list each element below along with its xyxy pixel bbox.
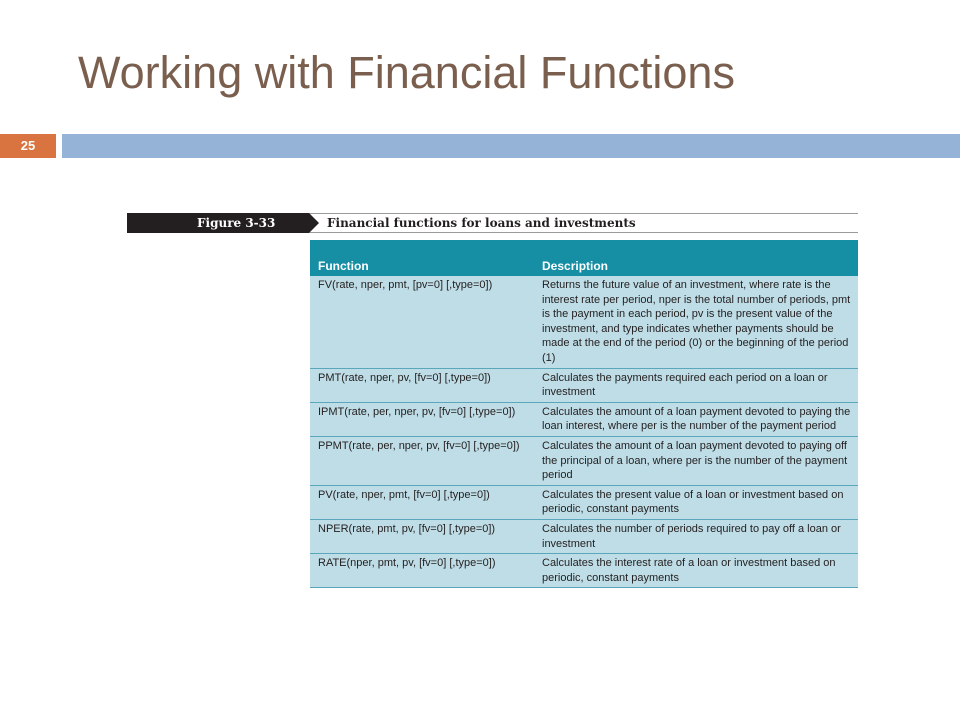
table-row	[310, 276, 858, 369]
column-header-function: Function	[318, 259, 369, 273]
function-signature: RATE(nper, pmt, pv, [fv=0] [,type=0])	[318, 557, 496, 570]
function-signature: NPER(rate, pmt, pv, [fv=0] [,type=0])	[318, 522, 496, 535]
table-row	[310, 369, 858, 403]
table-row	[310, 520, 858, 554]
figure-label-text: Figure 3-33	[197, 216, 276, 230]
table-row	[310, 486, 858, 520]
slide-number: 25	[0, 134, 56, 158]
table-body	[310, 276, 858, 588]
function-description: Calculates the amount of a loan payment devoted to paying the loan interest, where per is the number of the payment period	[542, 405, 851, 433]
function-description: Calculates the amount of a loan payment devoted to paying off the principal of a loan, where per is the number of the payment period	[542, 439, 848, 482]
figure-label	[127, 213, 309, 233]
function-signature: PMT(rate, nper, pv, [fv=0] [,type=0])	[318, 371, 491, 384]
function-description: Returns the future value of an investment, where rate is the interest rate per period, nper is the total number of periods, pmt is the payment in each period, pv is the present value of the investment, and type indicates whether payments should be made at the end of the period (0) or the beginning of the period (1)	[542, 279, 851, 364]
figure-title: Financial functions for loans and investments	[327, 216, 636, 230]
table-header	[310, 240, 858, 276]
financial-functions-table	[310, 240, 858, 588]
function-signature: FV(rate, nper, pmt, [pv=0] [,type=0])	[318, 279, 493, 291]
function-description: Calculates the number of periods required to pay off a loan or investment	[542, 522, 841, 550]
figure-arrow-icon	[309, 213, 319, 233]
function-signature: PPMT(rate, per, nper, pv, [fv=0] [,type=0])	[318, 439, 520, 452]
function-description: Calculates the payments required each period on a loan or investment	[542, 371, 828, 399]
function-signature: IPMT(rate, per, nper, pv, [fv=0] [,type=0])	[318, 405, 516, 418]
column-header-description: Description	[542, 259, 609, 273]
function-description: Calculates the present value of a loan or investment based on periodic, constant payments	[542, 488, 844, 516]
function-description: Calculates the interest rate of a loan or investment based on periodic, constant payments	[542, 557, 836, 584]
table-row	[310, 437, 858, 486]
function-signature: PV(rate, nper, pmt, [fv=0] [,type=0])	[318, 488, 490, 501]
table-row	[310, 554, 858, 588]
figure-caption	[127, 213, 858, 233]
header-bar	[62, 134, 960, 158]
slide-title: Working with Financial Functions	[78, 47, 735, 98]
table-row	[310, 403, 858, 437]
